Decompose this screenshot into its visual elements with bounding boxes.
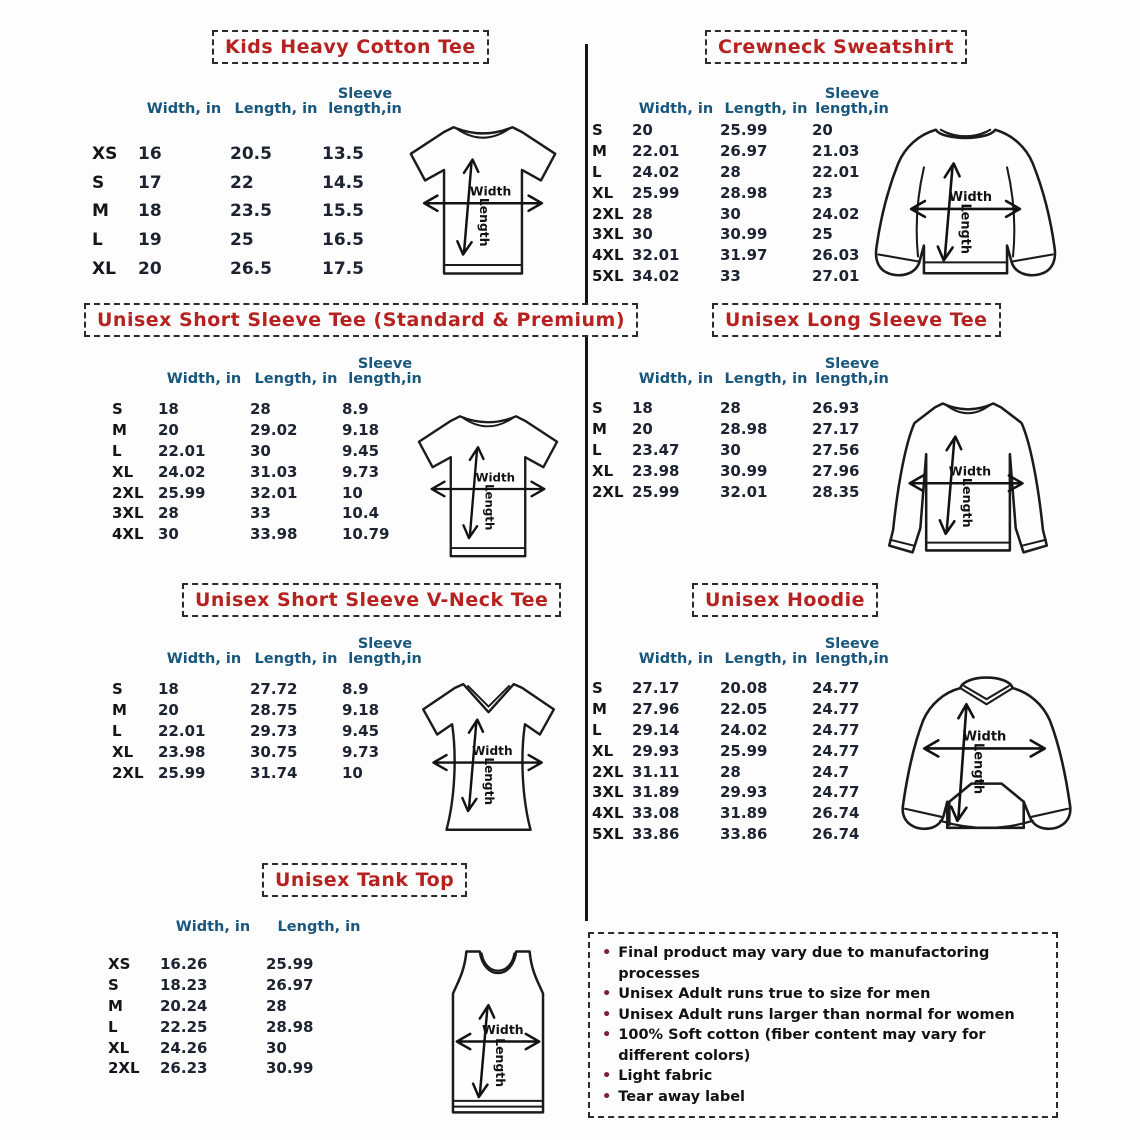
sleeve-value: 8.9 [342, 680, 369, 699]
sleeve-value: 9.18 [342, 701, 380, 720]
column-header-sleeve: Sleeve length,in [348, 355, 422, 388]
length-value: 30.99 [720, 225, 768, 244]
length-value: 29.73 [250, 721, 298, 740]
table-row [592, 141, 892, 162]
length-arrow-label: Length [481, 757, 496, 806]
length-value: 28 [720, 399, 741, 418]
table-row [112, 420, 428, 441]
length-value: 28 [720, 762, 741, 781]
length-arrow-label: Length [482, 483, 497, 531]
sleeve-value: 10.79 [342, 525, 390, 544]
tank-top-illustration [424, 940, 572, 1122]
size-label: XL [592, 741, 614, 760]
size-label: 2XL [112, 763, 144, 782]
tee-illustration [388, 108, 578, 288]
size-label: 2XL [108, 1059, 140, 1078]
width-value: 20 [158, 701, 179, 720]
note-item [602, 1025, 1044, 1066]
size-table-v-neck-tee [112, 679, 428, 783]
column-header-width: Width, in [146, 101, 222, 118]
table-row [112, 700, 428, 721]
size-label: S [112, 400, 123, 419]
column-header-sleeve: Sleeve length,in [815, 355, 889, 388]
width-arrow-label: Width [948, 463, 992, 479]
sleeve-value: 27.96 [812, 461, 860, 480]
size-label: L [108, 1017, 118, 1036]
sleeve-value: 27.01 [812, 266, 860, 285]
size-label: XL [112, 462, 134, 481]
size-table-short-sleeve-tee [112, 399, 428, 545]
size-label: 4XL [592, 804, 624, 823]
width-arrow-label: Width [481, 1021, 524, 1037]
length-value: 30.75 [250, 742, 298, 761]
table-row [92, 254, 408, 283]
sleeve-value: 15.5 [322, 201, 364, 222]
width-arrow-label: Width [471, 744, 513, 759]
size-label: M [108, 996, 123, 1015]
length-value: 28.98 [720, 420, 768, 439]
length-value: 20.5 [230, 144, 272, 165]
width-value: 23.47 [632, 440, 680, 459]
table-row [92, 140, 408, 169]
sleeve-value: 24.77 [812, 741, 860, 760]
width-value: 31.11 [632, 762, 680, 781]
width-value: 28 [158, 504, 179, 523]
width-value: 18 [158, 400, 179, 419]
length-value: 28.98 [266, 1017, 314, 1036]
table-row [112, 679, 428, 700]
sleeve-value: 26.74 [812, 824, 860, 843]
width-value: 18 [138, 201, 162, 222]
length-arrow-label: Length [957, 203, 973, 255]
sleeve-value: 13.5 [322, 144, 364, 165]
sleeve-value: 10 [342, 483, 363, 502]
width-value: 22.01 [158, 721, 206, 740]
size-table-hoodie [592, 678, 892, 844]
length-value: 30 [720, 440, 741, 459]
size-label: 3XL [592, 225, 624, 244]
size-label: S [92, 172, 105, 193]
table-row [108, 996, 372, 1017]
width-arrow-label: Width [948, 190, 993, 206]
table-row [108, 1037, 372, 1058]
width-value: 18 [158, 680, 179, 699]
column-header-sleeve: Sleeve length,in [815, 85, 889, 118]
note-text: 100% Soft cotton (fiber content may vary for different colors) [618, 1027, 986, 1064]
length-value: 29.93 [720, 783, 768, 802]
note-item [602, 1005, 1044, 1026]
sleeve-value: 26.03 [812, 246, 860, 265]
length-value: 33 [720, 266, 741, 285]
table-row [592, 699, 892, 720]
width-value: 25.99 [158, 483, 206, 502]
size-label: XL [112, 742, 134, 761]
table-row [112, 524, 428, 545]
length-value: 31.97 [720, 246, 768, 265]
table-header [112, 630, 428, 668]
note-item [602, 984, 1044, 1005]
width-value: 20 [158, 421, 179, 440]
length-value: 30.99 [266, 1059, 314, 1078]
table-row [592, 782, 892, 803]
width-value: 19 [138, 230, 162, 251]
sleeve-value: 10 [342, 763, 363, 782]
length-value: 30 [250, 441, 271, 460]
sleeve-value: 9.45 [342, 441, 380, 460]
bullet-icon: • [602, 1027, 612, 1043]
table-row [112, 721, 428, 742]
length-arrow-label: Length [477, 197, 492, 247]
width-value: 27.17 [632, 679, 680, 698]
table-row [592, 120, 892, 141]
length-value: 30.99 [720, 461, 768, 480]
sleeve-value: 24.77 [812, 679, 860, 698]
size-label: M [112, 701, 127, 720]
sleeve-value: 9.73 [342, 462, 380, 481]
length-value: 25.99 [720, 121, 768, 140]
sleeve-value: 21.03 [812, 142, 860, 161]
length-value: 30 [266, 1038, 287, 1057]
size-label: 3XL [592, 783, 624, 802]
size-label: 5XL [592, 824, 624, 843]
table-header [92, 80, 408, 118]
section-title-unisex-short-sleeve-tee: Unisex Short Sleeve Tee (Standard & Premium) [84, 303, 638, 337]
table-row [92, 197, 408, 226]
size-label: L [112, 721, 122, 740]
sweatshirt-illustration [858, 110, 1073, 298]
sleeve-value: 8.9 [342, 400, 369, 419]
width-value: 20 [632, 420, 653, 439]
length-value: 26.97 [720, 142, 768, 161]
column-header-width: Width, in [638, 371, 714, 388]
note-item [602, 1066, 1044, 1087]
column-header-width: Width, in [638, 101, 714, 118]
sleeve-value: 20 [812, 121, 833, 140]
size-label: XL [592, 183, 614, 202]
sleeve-value: 17.5 [322, 258, 364, 279]
sleeve-value: 26.93 [812, 399, 860, 418]
length-value: 30 [720, 204, 741, 223]
table-row [92, 226, 408, 255]
sleeve-value: 24.7 [812, 762, 850, 781]
section-title-unisex-tank-top: Unisex Tank Top [262, 863, 467, 897]
sleeve-value: 27.56 [812, 440, 860, 459]
length-value: 26.5 [230, 258, 272, 279]
size-label: S [108, 976, 119, 995]
column-header-width: Width, in [175, 919, 251, 936]
column-header-length: Length, in [234, 101, 318, 118]
width-value: 25.99 [158, 763, 206, 782]
width-arrow-label: Width [469, 184, 512, 199]
width-value: 23.98 [632, 461, 680, 480]
table-row [112, 762, 428, 783]
table-row [112, 741, 428, 762]
length-arrow-label: Length [960, 477, 976, 528]
sleeve-value: 10.4 [342, 504, 380, 523]
table-row [592, 460, 892, 481]
table-header [108, 898, 372, 936]
table-row [112, 399, 428, 420]
sleeve-value: 9.45 [342, 721, 380, 740]
sleeve-value: 27.17 [812, 420, 860, 439]
length-value: 31.89 [720, 804, 768, 823]
width-value: 28 [632, 204, 653, 223]
size-label: M [92, 201, 109, 222]
length-arrow-label: Length [970, 742, 986, 795]
table-row [592, 224, 892, 245]
column-header-sleeve: Sleeve length,in [348, 635, 422, 668]
size-label: L [592, 720, 602, 739]
length-value: 26.97 [266, 976, 314, 995]
size-label: L [112, 441, 122, 460]
length-arrow-label: Length [493, 1038, 509, 1088]
size-label: XS [92, 144, 118, 165]
length-value: 33 [250, 504, 271, 523]
size-label: M [592, 142, 607, 161]
length-value: 32.01 [250, 483, 298, 502]
length-value: 20.08 [720, 679, 768, 698]
width-value: 22.01 [632, 142, 680, 161]
table-row [112, 441, 428, 462]
size-label: L [592, 162, 602, 181]
table-row [592, 440, 892, 461]
table-header [592, 350, 892, 388]
table-row [108, 975, 372, 996]
size-label: XL [108, 1038, 130, 1057]
note-item [602, 1087, 1044, 1108]
table-row [592, 245, 892, 266]
length-value: 27.72 [250, 680, 298, 699]
width-value: 23.98 [158, 742, 206, 761]
table-row [592, 678, 892, 699]
width-value: 20 [138, 258, 162, 279]
length-value: 23.5 [230, 201, 272, 222]
size-label: S [112, 680, 123, 699]
length-value: 31.03 [250, 462, 298, 481]
width-value: 18 [632, 399, 653, 418]
size-label: S [592, 679, 603, 698]
width-value: 17 [138, 172, 162, 193]
column-header-width: Width, in [166, 651, 242, 668]
length-value: 32.01 [720, 482, 768, 501]
length-value: 28.75 [250, 701, 298, 720]
width-value: 24.02 [632, 162, 680, 181]
size-label: XL [92, 258, 116, 279]
section-title-kids-heavy-cotton-tee: Kids Heavy Cotton Tee [212, 30, 489, 64]
width-value: 29.93 [632, 741, 680, 760]
size-table-tank-top [108, 954, 372, 1079]
column-header-length: Length, in [724, 371, 808, 388]
width-arrow-label: Width [475, 470, 516, 485]
width-value: 31.89 [632, 783, 680, 802]
length-value: 24.02 [720, 720, 768, 739]
sleeve-value: 24.77 [812, 700, 860, 719]
table-row [592, 182, 892, 203]
length-value: 28 [720, 162, 741, 181]
bullet-icon: • [602, 1088, 612, 1105]
table-row [592, 162, 892, 183]
table-row [592, 761, 892, 782]
hoodie-illustration [880, 660, 1090, 856]
table-row [592, 740, 892, 761]
size-label: L [592, 440, 602, 459]
section-title-v-neck-tee: Unisex Short Sleeve V-Neck Tee [182, 583, 561, 617]
width-value: 22.25 [160, 1017, 208, 1036]
size-label: XS [108, 955, 131, 974]
size-table-kids [92, 140, 408, 283]
note-text: Final product may vary due to manufactoring processes [618, 945, 990, 982]
length-value: 29.02 [250, 421, 298, 440]
width-value: 24.26 [160, 1038, 208, 1057]
column-header-sleeve: Sleeve length,in [815, 635, 889, 668]
table-row [592, 720, 892, 741]
length-value: 28.98 [720, 183, 768, 202]
size-label: 2XL [592, 204, 624, 223]
length-value: 31.74 [250, 763, 298, 782]
sleeve-value: 9.18 [342, 421, 380, 440]
product-notes-box [588, 932, 1058, 1118]
column-header-sleeve: Sleeve length,in [328, 85, 402, 118]
table-row [592, 481, 892, 502]
length-value: 22.05 [720, 700, 768, 719]
vertical-divider [585, 44, 588, 921]
sleeve-value: 28.35 [812, 482, 860, 501]
column-header-length: Length, in [277, 919, 361, 936]
length-value: 28 [266, 996, 287, 1015]
bullet-icon: • [602, 986, 612, 1002]
size-label: M [112, 421, 127, 440]
width-value: 25.99 [632, 482, 680, 501]
width-value: 16 [138, 144, 162, 165]
size-label: L [92, 230, 103, 251]
table-row [592, 203, 892, 224]
width-value: 20.24 [160, 996, 208, 1015]
width-value: 16.26 [160, 955, 208, 974]
length-value: 25.99 [720, 741, 768, 760]
note-text: Tear away label [618, 1088, 746, 1105]
note-text: Unisex Adult runs larger than normal for women [618, 1006, 1015, 1023]
note-text: Light fabric [618, 1068, 713, 1084]
width-value: 24.02 [158, 462, 206, 481]
length-value: 33.86 [720, 824, 768, 843]
width-value: 29.14 [632, 720, 680, 739]
width-value: 25.99 [632, 183, 680, 202]
sleeve-value: 24.77 [812, 720, 860, 739]
table-row [108, 1016, 372, 1037]
width-value: 32.01 [632, 246, 680, 265]
table-row [592, 266, 892, 287]
size-label: S [592, 121, 603, 140]
tee-illustration [396, 400, 580, 568]
length-value: 25.99 [266, 955, 314, 974]
width-value: 30 [632, 225, 653, 244]
note-text: Unisex Adult runs true to size for men [618, 986, 931, 1002]
size-label: M [592, 420, 607, 439]
width-value: 33.08 [632, 804, 680, 823]
table-row [112, 482, 428, 503]
table-row [108, 1058, 372, 1079]
table-row [592, 824, 892, 845]
size-label: 2XL [112, 483, 144, 502]
length-value: 25 [230, 230, 254, 251]
sleeve-value: 23 [812, 183, 833, 202]
table-header [592, 630, 892, 668]
width-value: 33.86 [632, 824, 680, 843]
sleeve-value: 24.02 [812, 204, 860, 223]
size-label: S [592, 399, 603, 418]
v-neck-tee-illustration [398, 666, 580, 846]
bullet-icon: • [602, 1068, 612, 1084]
table-row [112, 461, 428, 482]
table-row [112, 503, 428, 524]
width-value: 30 [158, 525, 179, 544]
width-value: 22.01 [158, 441, 206, 460]
column-header-length: Length, in [724, 101, 808, 118]
size-label: 4XL [112, 525, 144, 544]
table-header [592, 80, 892, 118]
section-title-crewneck-sweatshirt: Crewneck Sweatshirt [705, 30, 967, 64]
size-label: XL [592, 461, 614, 480]
width-arrow-label: Width [962, 729, 1007, 745]
bullet-icon: • [602, 1006, 612, 1023]
sleeve-value: 22.01 [812, 162, 860, 181]
column-header-length: Length, in [724, 651, 808, 668]
section-title-unisex-hoodie: Unisex Hoodie [692, 583, 878, 617]
size-table-long-sleeve-tee [592, 398, 892, 502]
length-value: 33.98 [250, 525, 298, 544]
width-value: 27.96 [632, 700, 680, 719]
size-label: 5XL [592, 266, 624, 285]
sleeve-value: 9.73 [342, 742, 380, 761]
width-value: 26.23 [160, 1059, 208, 1078]
width-value: 18.23 [160, 976, 208, 995]
table-row [592, 419, 892, 440]
sleeve-value: 16.5 [322, 230, 364, 251]
sleeve-value: 24.77 [812, 783, 860, 802]
length-value: 22 [230, 172, 254, 193]
size-label: M [592, 700, 607, 719]
length-value: 28 [250, 400, 271, 419]
table-row [108, 954, 372, 975]
bullet-icon: • [602, 945, 612, 961]
width-value: 20 [632, 121, 653, 140]
width-value: 34.02 [632, 266, 680, 285]
size-label: 3XL [112, 504, 144, 523]
sleeve-value: 25 [812, 225, 833, 244]
size-label: 4XL [592, 246, 624, 265]
table-header [112, 350, 428, 388]
table-row [592, 803, 892, 824]
table-row [592, 398, 892, 419]
long-sleeve-tee-illustration [860, 386, 1078, 566]
sleeve-value: 26.74 [812, 804, 860, 823]
size-label: 2XL [592, 762, 624, 781]
section-title-unisex-long-sleeve-tee: Unisex Long Sleeve Tee [712, 303, 1001, 337]
size-table-crewneck [592, 120, 892, 286]
size-label: 2XL [592, 482, 624, 501]
note-item [602, 943, 1044, 984]
column-header-width: Width, in [166, 371, 242, 388]
column-header-length: Length, in [254, 371, 338, 388]
sleeve-value: 14.5 [322, 172, 364, 193]
column-header-width: Width, in [638, 651, 714, 668]
table-row [92, 169, 408, 198]
column-header-length: Length, in [254, 651, 338, 668]
